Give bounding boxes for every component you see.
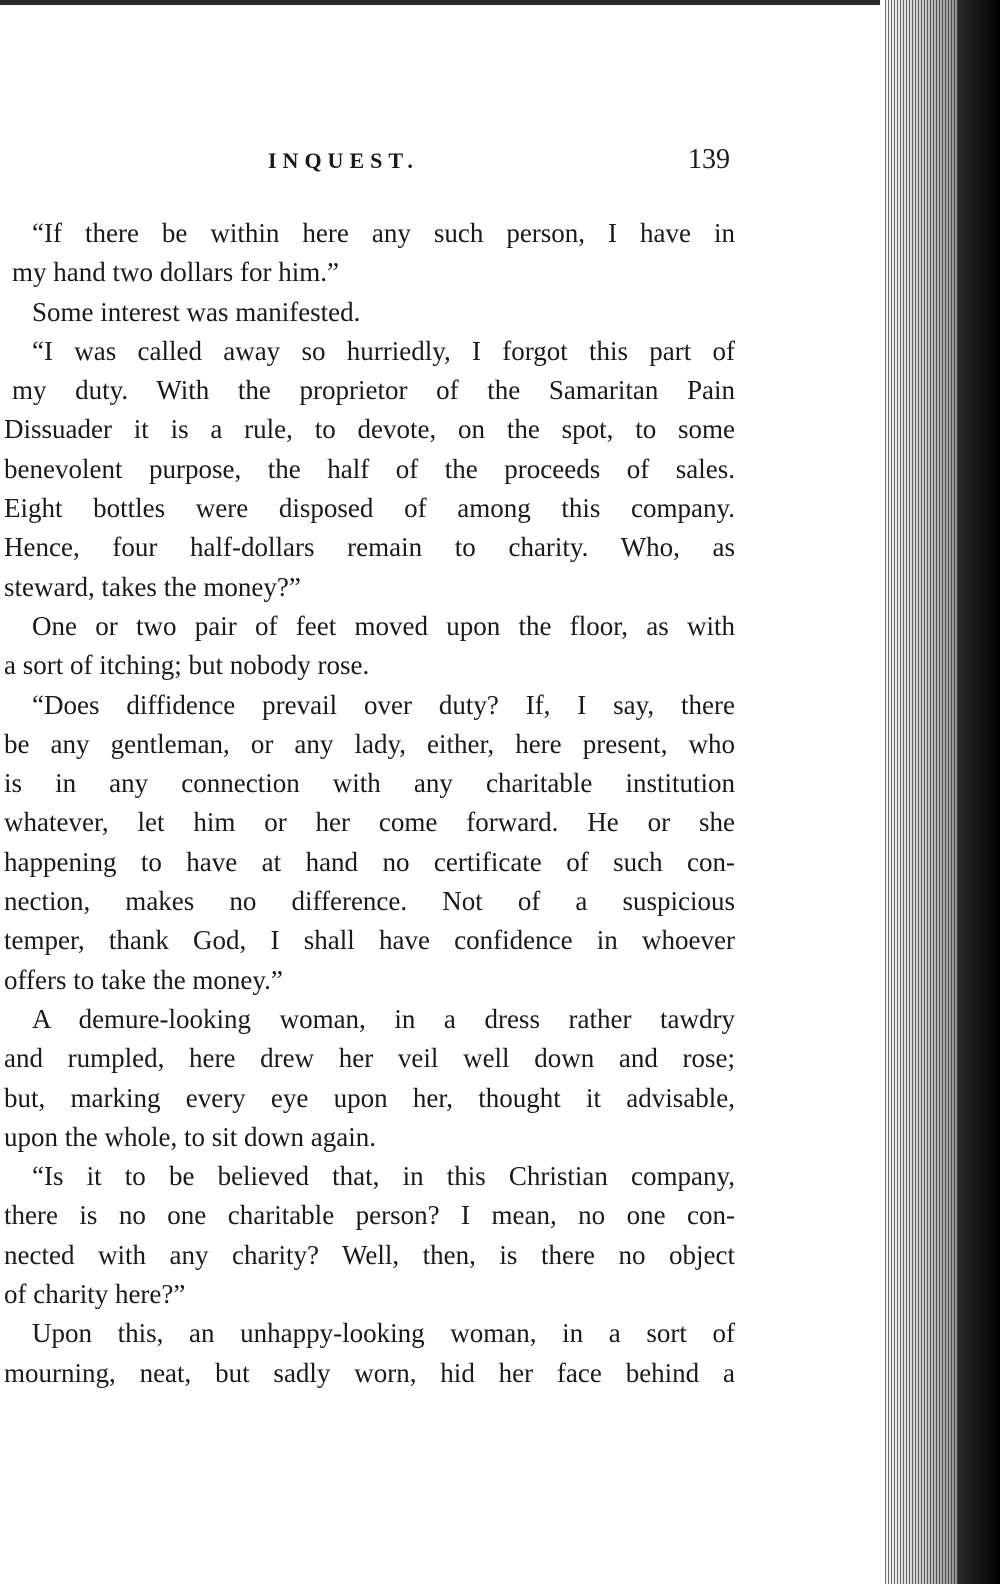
text-line: temper, thank God, I shall have confidence in whoever <box>4 925 735 956</box>
running-title: INQUEST. <box>268 148 419 173</box>
text-line: a sort of itching; but nobody rose. <box>4 650 370 681</box>
running-header <box>0 144 740 188</box>
text-line: but, marking every eye upon her, thought it advisable, <box>4 1082 735 1113</box>
text-line: One or two pair of feet moved upon the floor, as with <box>32 610 735 641</box>
text-line: my hand two dollars for him.” <box>12 257 339 288</box>
text-line: Eight bottles were disposed of among this company. <box>4 493 735 524</box>
page-number: 139 <box>688 144 730 175</box>
text-line: steward, takes the money?” <box>4 571 301 602</box>
book-spine-shadow <box>958 0 1000 1584</box>
text-line: whatever, let him or her come forward. He or she <box>4 807 735 838</box>
text-line: offers to take the money.” <box>4 964 283 995</box>
text-line: “Does diffidence prevail over duty? If, I say, there <box>32 689 735 720</box>
text-line: “Is it to be believed that, in this Christian company, <box>32 1161 735 1192</box>
text-line: upon the whole, to sit down again. <box>4 1121 376 1152</box>
text-line: Dissuader it is a rule, to devote, on the spot, to some <box>4 414 735 445</box>
text-line: mourning, neat, but sadly worn, hid her face behind a <box>4 1357 735 1388</box>
text-line: there is no one charitable person? I mean, no one con- <box>4 1200 735 1231</box>
text-line: benevolent purpose, the half of the proceeds of sales. <box>4 453 735 484</box>
text-line: and rumpled, here drew her veil well down and rose; <box>4 1043 735 1074</box>
text-line: “If there be within here any such person, I have in <box>32 218 735 248</box>
text-line: be any gentleman, or any lady, either, here present, who <box>4 728 735 759</box>
text-line: Hence, four half-dollars remain to charity. Who, as <box>4 532 735 563</box>
text-line: Some interest was manifested. <box>32 296 361 327</box>
text-line: is in any connection with any charitable institution <box>4 768 735 799</box>
top-page-edge <box>0 0 880 5</box>
text-line: “I was called away so hurriedly, I forgot this part of <box>32 335 735 366</box>
text-line: my duty. With the proprietor of the Samaritan Pain <box>12 375 735 406</box>
text-line: nected with any charity? Well, then, is there no object <box>4 1239 735 1270</box>
text-line: A demure-looking woman, in a dress rather tawdry <box>32 1003 735 1034</box>
text-line: happening to have at hand no certificate of such con- <box>4 846 735 877</box>
text-line: of charity here?” <box>4 1279 186 1310</box>
text-line: nection, makes no difference. Not of a suspicious <box>4 886 735 917</box>
text-line: Upon this, an unhappy-looking woman, in a sort of <box>32 1318 735 1349</box>
body-text <box>0 214 735 1393</box>
